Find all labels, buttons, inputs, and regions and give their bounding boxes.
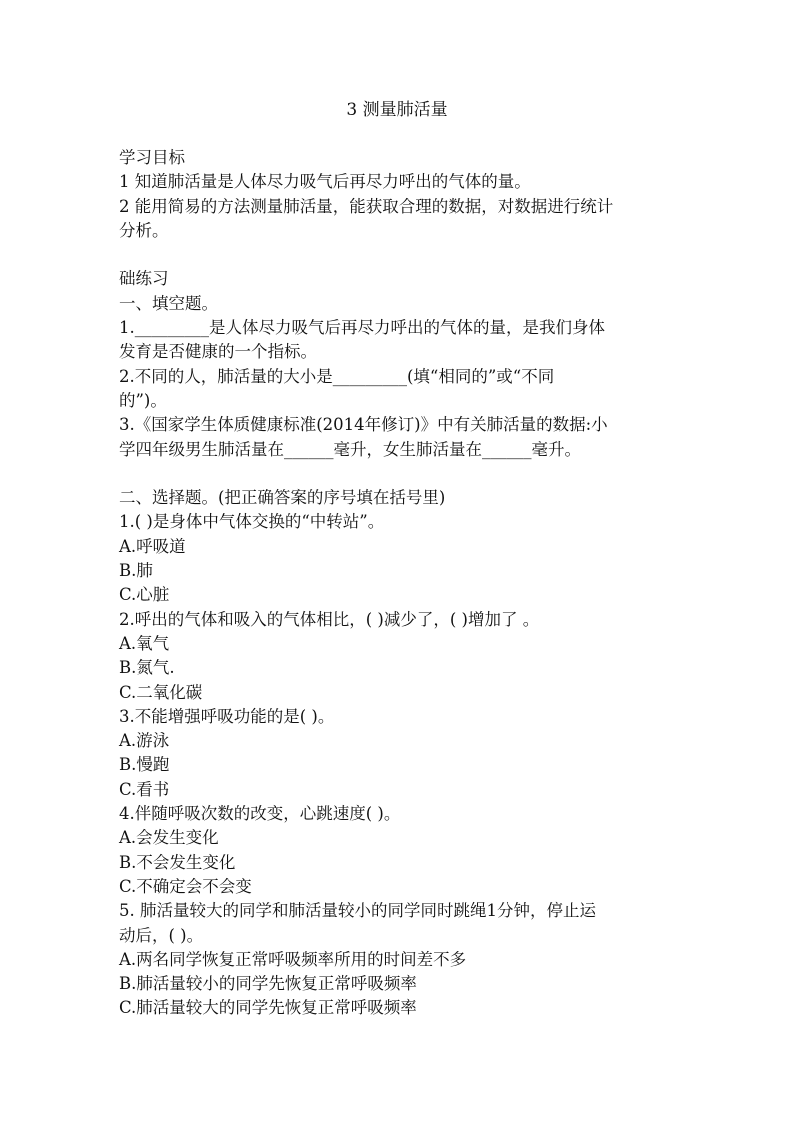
choice-line: C.看书 bbox=[119, 779, 170, 799]
choice-line: 动后，( )。 bbox=[119, 925, 204, 945]
choice-line: B.肺活量较小的同学先恢复正常呼吸频率 bbox=[119, 974, 417, 994]
choice-line: C.二氧化碳 bbox=[119, 682, 203, 702]
fill-question-line: 3.《国家学生体质健康标准(2014年修订)》中有关肺活量的数据:小 bbox=[119, 415, 608, 435]
choice-line: A.两名同学恢复正常呼吸频率所用的时间差不多 bbox=[119, 949, 467, 969]
choice-line: 3.不能增强呼吸功能的是( )。 bbox=[119, 706, 335, 726]
choice-line: 5. 肺活量较大的同学和肺活量较小的同学同时跳绳1分钟，停止运 bbox=[119, 901, 596, 921]
choice-line: 2.呼出的气体和吸入的气体相比，( )减少了，( )增加了 。 bbox=[119, 609, 540, 629]
choice-line: B.肺 bbox=[119, 561, 153, 581]
choice-line: 4.伴随呼吸次数的改变，心跳速度( )。 bbox=[119, 804, 401, 824]
objective-line: 分析。 bbox=[119, 220, 169, 240]
objective-line: 2 能用简易的方法测量肺活量，能获取合理的数据，对数据进行统计 bbox=[119, 196, 614, 216]
choice-line: B.慢跑 bbox=[119, 755, 170, 775]
fill-question-line: 2.不同的人，肺活量的大小是_________(填“相同的”或“不同 bbox=[119, 366, 555, 386]
practice-heading: 础练习 bbox=[119, 269, 169, 289]
fill-question-line: 1._________是人体尽力吸气后再尽力呼出的气体的量，是我们身体 bbox=[119, 318, 605, 338]
choice-line: A.氧气 bbox=[119, 633, 170, 653]
choice-line: A.游泳 bbox=[119, 731, 170, 751]
document-body bbox=[119, 146, 681, 1021]
choice-section-heading: 二、选择题。(把正确答案的序号填在括号里) bbox=[119, 488, 446, 508]
choice-line: A.呼吸道 bbox=[119, 536, 186, 556]
spacer bbox=[119, 243, 681, 267]
choice-line: C.肺活量较大的同学先恢复正常呼吸频率 bbox=[119, 998, 417, 1018]
objective-line: 1 知道肺活量是人体尽力吸气后再尽力呼出的气体的量。 bbox=[119, 172, 531, 192]
objectives-heading: 学习目标 bbox=[119, 148, 185, 167]
fill-section-heading: 一、填空题。 bbox=[119, 293, 218, 313]
fill-question-line: 发育是否健康的一个指标。 bbox=[119, 342, 317, 362]
choice-line: A.会发生变化 bbox=[119, 828, 219, 848]
spacer bbox=[119, 462, 681, 486]
choice-line: B.不会发生变化 bbox=[119, 852, 236, 872]
fill-question-line: 的”)。 bbox=[119, 390, 167, 410]
choice-line: C.心脏 bbox=[119, 585, 170, 605]
choice-line: B.氮气. bbox=[119, 658, 175, 678]
page-title: 3 测量肺活量 bbox=[346, 100, 448, 120]
choice-line: 1.( )是身体中气体交换的“中转站”。 bbox=[119, 512, 385, 532]
choice-line: C.不确定会不会变 bbox=[119, 876, 252, 896]
fill-question-line: 学四年级男生肺活量在______毫升，女生肺活量在______毫升。 bbox=[119, 439, 581, 459]
